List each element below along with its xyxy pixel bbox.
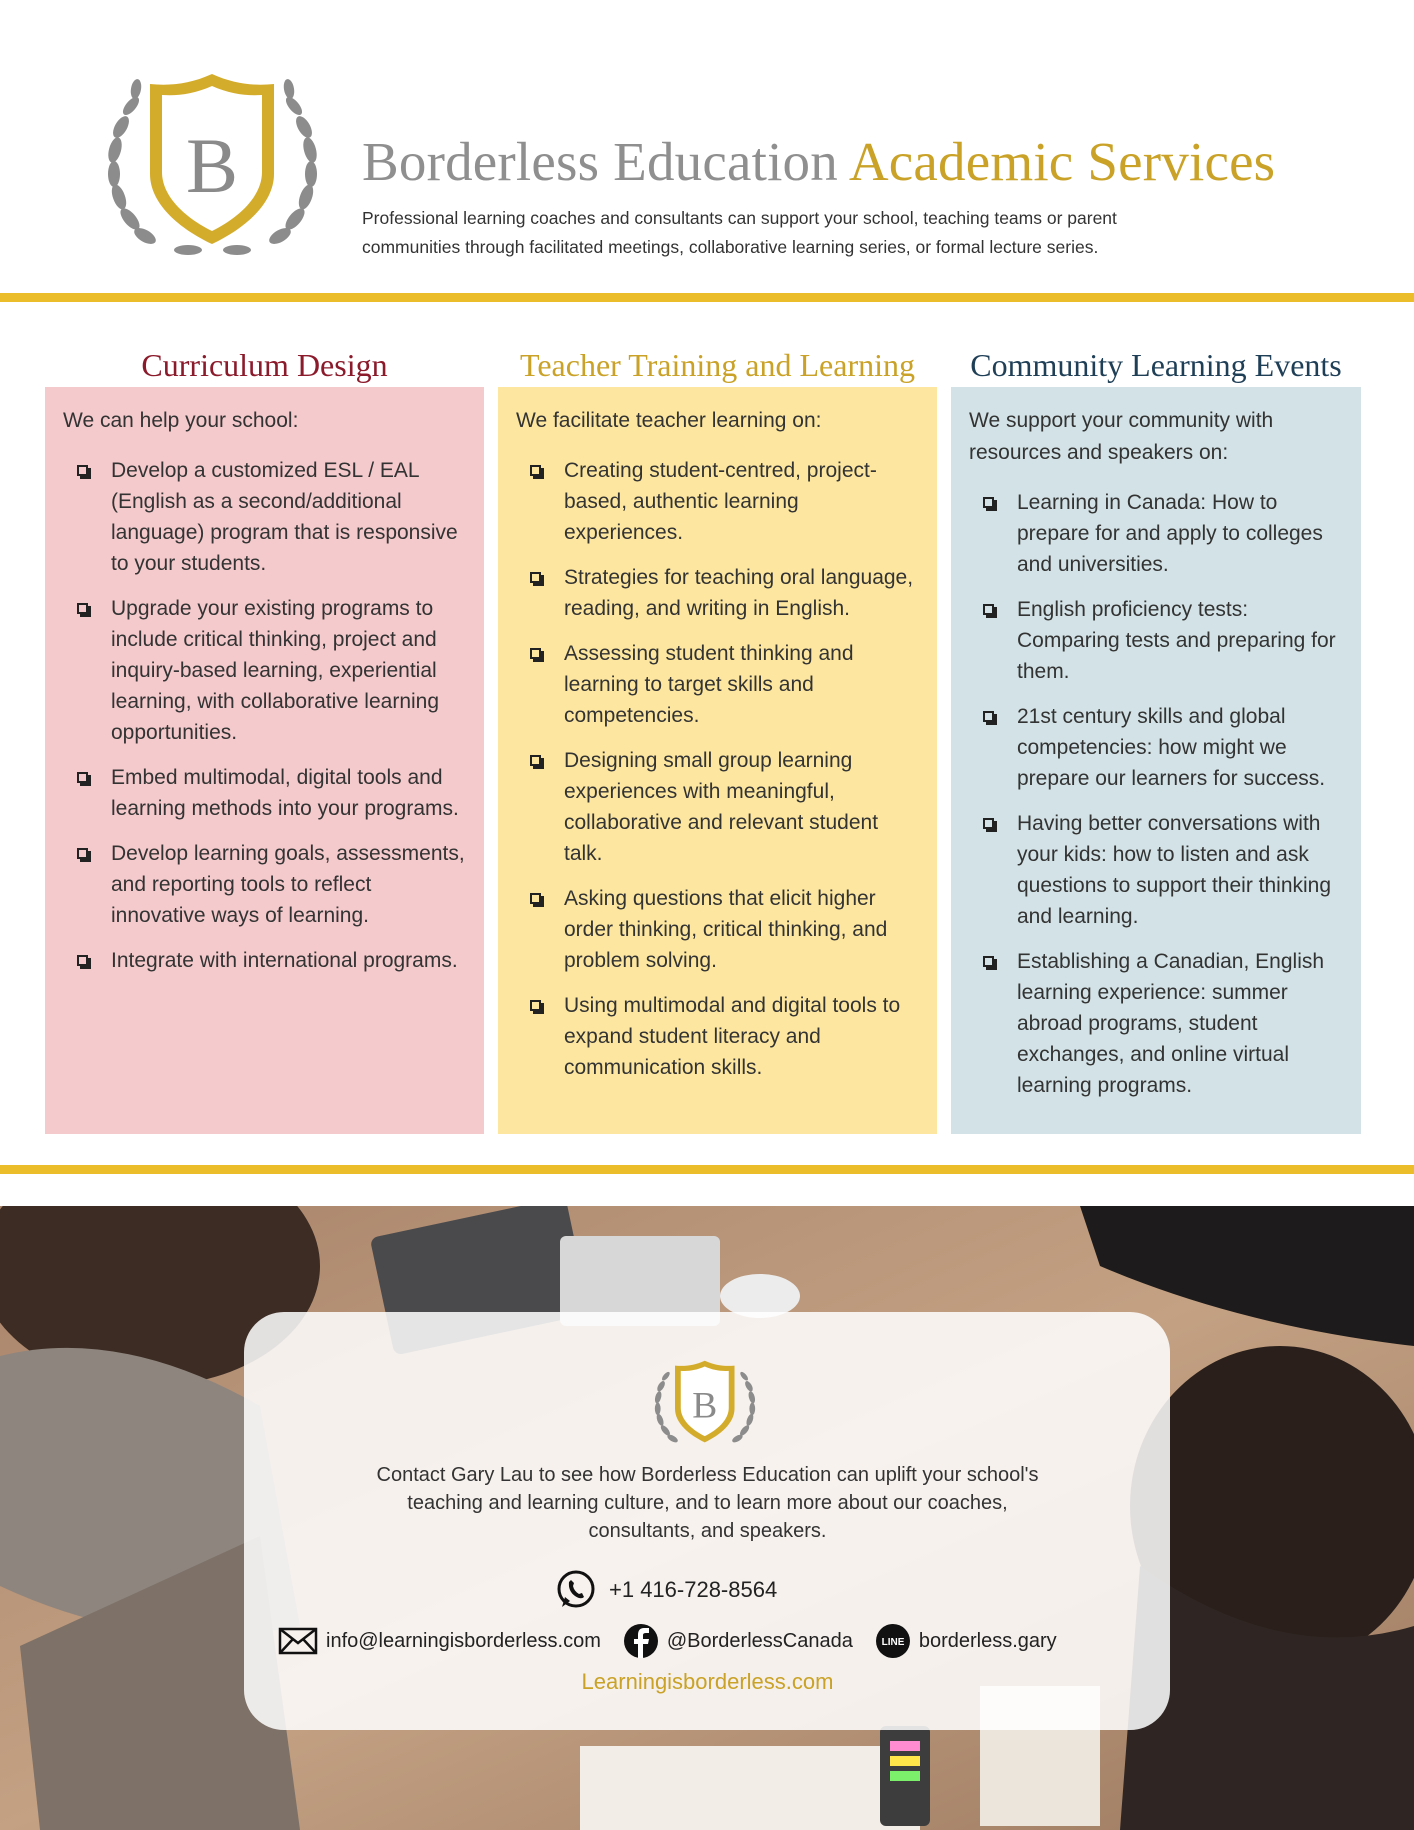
checkbox-bullet-icon	[530, 572, 541, 583]
social-row	[278, 1618, 1138, 1664]
list-item: Learning in Canada: How to prepare for and apply to colleges and universities.	[969, 487, 1343, 580]
laurel-shield-logo-small	[650, 1356, 760, 1452]
column-title-curriculum: Curriculum Design	[141, 347, 388, 383]
list-item: Asking questions that elicit higher order thinking, critical thinking, and problem solving.	[516, 883, 919, 976]
curriculum-design-panel	[45, 387, 484, 1134]
website-link[interactable]: Learningisborderless.com	[581, 1669, 834, 1694]
line-icon	[875, 1623, 911, 1659]
line-badge: LINE	[881, 1637, 905, 1648]
checkbox-bullet-icon	[983, 711, 994, 722]
phone-number[interactable]: +1 416-728-8564	[609, 1577, 778, 1602]
facebook-icon	[623, 1623, 659, 1659]
checkbox-bullet-icon	[983, 818, 994, 829]
laurel-shield-logo	[100, 64, 325, 264]
curriculum-list	[63, 455, 466, 976]
checkbox-bullet-icon	[530, 1000, 541, 1011]
column-lead: We support your community with resources and speakers on:	[969, 409, 1274, 464]
checkbox-bullet-icon	[530, 465, 541, 476]
checkbox-bullet-icon	[530, 893, 541, 904]
checkbox-bullet-icon	[530, 755, 541, 766]
logo-letter: B	[692, 1385, 718, 1427]
mail-icon	[278, 1626, 318, 1656]
contact-message: Contact Gary Lau to see how Borderless Education can uplift your school's teaching and learning culture, and to learn more about our coaches, consultants, and speakers.	[376, 1464, 1039, 1542]
checkbox-bullet-icon	[983, 604, 994, 615]
title-accent: Academic Services	[848, 131, 1276, 192]
list-item: Using multimodal and digital tools to expand student literacy and communication skills.	[516, 990, 919, 1083]
column-lead: We facilitate teacher learning on:	[516, 409, 822, 432]
teacher-training-panel	[498, 387, 937, 1134]
page-title	[362, 130, 1275, 193]
teacher-training-list	[516, 455, 919, 1083]
intro-line-2: communities through facilitated meetings, collaborative learning series, or formal lecture series.	[362, 237, 1099, 257]
list-item: English proficiency tests: Comparing tests and preparing for them.	[969, 594, 1343, 687]
logo-letter: B	[185, 122, 239, 209]
checkbox-bullet-icon	[77, 465, 88, 476]
list-item: Creating student-centred, project-based, authentic learning experiences.	[516, 455, 919, 548]
community-events-list	[969, 487, 1343, 1101]
column-title-teacher-training: Teacher Training and Learning	[520, 347, 915, 383]
list-item: Develop learning goals, assessments, and reporting tools to reflect innovative ways of learning.	[63, 838, 466, 931]
facebook-handle[interactable]: @BorderlessCanada	[666, 1629, 853, 1652]
list-item: Embed multimodal, digital tools and learning methods into your programs.	[63, 762, 466, 824]
whatsapp-icon	[555, 1569, 597, 1611]
list-item: Having better conversations with your kids: how to listen and ask questions to support their thinking and learning.	[969, 808, 1343, 932]
phone-row	[555, 1568, 777, 1612]
gold-divider-top	[0, 293, 1414, 302]
list-item: Integrate with international programs.	[63, 945, 466, 976]
community-events-panel	[951, 387, 1361, 1134]
list-item: Strategies for teaching oral language, reading, and writing in English.	[516, 562, 919, 624]
checkbox-bullet-icon	[530, 648, 541, 659]
list-item: 21st century skills and global competencies: how might we prepare our learners for success.	[969, 701, 1343, 794]
checkbox-bullet-icon	[983, 497, 994, 508]
checkbox-bullet-icon	[77, 772, 88, 783]
title-main: Borderless Education	[362, 131, 838, 192]
list-item: Designing small group learning experiences with meaningful, collaborative and relevant student talk.	[516, 745, 919, 869]
intro-line-1: Professional learning coaches and consultants can support your school, teaching teams or parent	[362, 208, 1117, 228]
intro-text	[362, 204, 1262, 262]
list-item: Upgrade your existing programs to include critical thinking, project and inquiry-based learning, experiential learning, with collaborative learning opportunities.	[63, 593, 466, 748]
checkbox-bullet-icon	[77, 955, 88, 966]
line-handle[interactable]: borderless.gary	[918, 1629, 1057, 1652]
column-title-community-events: Community Learning Events	[970, 347, 1342, 383]
list-item: Establishing a Canadian, English learning experience: summer abroad programs, student exchanges, and online virtual learning programs.	[969, 946, 1343, 1101]
list-item: Assessing student thinking and learning to target skills and competencies.	[516, 638, 919, 731]
checkbox-bullet-icon	[77, 603, 88, 614]
list-item: Develop a customized ESL / EAL (English as a second/additional language) program that is responsive to your students.	[63, 455, 466, 579]
column-lead: We can help your school:	[63, 409, 299, 432]
email-link[interactable]: info@learningisborderless.com	[326, 1629, 601, 1652]
checkbox-bullet-icon	[983, 956, 994, 967]
gold-divider-bottom	[0, 1165, 1414, 1174]
checkbox-bullet-icon	[77, 848, 88, 859]
